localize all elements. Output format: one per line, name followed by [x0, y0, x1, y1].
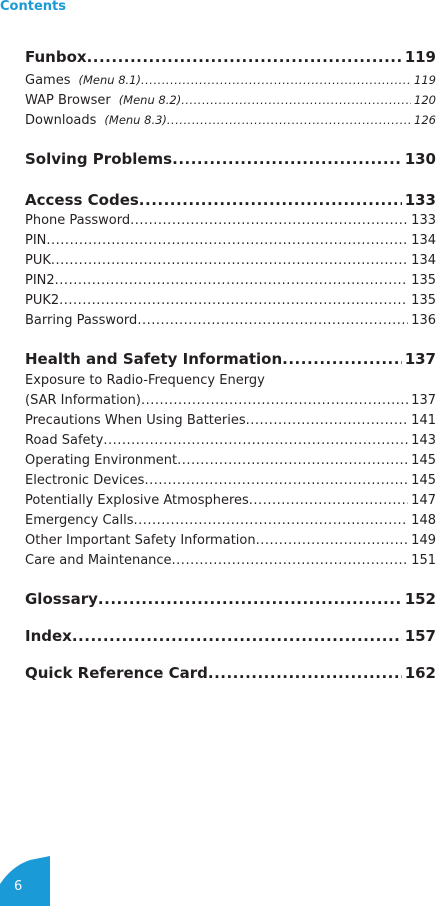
toc-heading [25, 664, 436, 682]
toc-page-number: 149 [411, 533, 436, 548]
toc-title: Games [25, 73, 71, 88]
toc-title: PIN2 [25, 273, 55, 288]
toc-entry [25, 113, 436, 128]
toc-leader-dots [130, 213, 408, 228]
toc-leader-dots [134, 513, 409, 528]
toc-title: (SAR Information) [25, 393, 141, 408]
toc-title: Access Codes [25, 191, 139, 209]
toc-leader-dots [55, 273, 409, 288]
toc-entry [25, 73, 436, 88]
toc-title: Precautions When Using Batteries [25, 413, 246, 428]
toc-entry [25, 493, 436, 508]
toc-page-number: 162 [404, 664, 436, 682]
toc-title: Downloads [25, 113, 97, 128]
toc-title: Barring Password [25, 313, 138, 328]
toc-heading [25, 150, 436, 168]
toc-page-number: 151 [411, 553, 436, 568]
toc-leader-dots [167, 113, 411, 127]
toc-page-number: 137 [411, 393, 436, 408]
toc-leader-dots [103, 433, 408, 448]
toc-leader-dots [137, 313, 408, 328]
toc-entry [25, 453, 436, 468]
toc-entry [25, 373, 436, 388]
toc-entry [25, 93, 436, 108]
toc-page-number: 134 [411, 253, 436, 268]
toc-leader-dots [246, 413, 409, 428]
toc-title: Exposure to Radio-Frequency Energy [25, 373, 265, 388]
toc-leader-dots [51, 253, 408, 268]
toc-entry [25, 473, 436, 488]
toc-page-number: 135 [411, 293, 436, 308]
toc-entry [25, 433, 436, 448]
toc-entry [25, 393, 436, 408]
toc-page-number: 126 [414, 113, 436, 127]
toc-page-number: 120 [414, 93, 436, 107]
toc-title: PIN [25, 233, 47, 248]
toc-leader-dots [87, 48, 402, 66]
toc-heading [25, 350, 436, 368]
toc-heading [25, 191, 436, 209]
toc-leader-dots [177, 453, 408, 468]
toc-page-number: 119 [404, 48, 436, 66]
toc-entry [25, 213, 436, 228]
toc-entry [25, 233, 436, 248]
toc-entry [25, 413, 436, 428]
toc-entry [25, 253, 436, 268]
toc-heading [25, 627, 436, 645]
toc-leader-dots [72, 627, 402, 645]
toc-menu-ref: (Menu 8.2) [118, 93, 182, 107]
toc-entry [25, 313, 436, 328]
toc-leader-dots [181, 93, 411, 107]
toc-title: Road Safety [25, 433, 104, 448]
toc-page-number: 147 [411, 493, 436, 508]
toc-entry [25, 513, 436, 528]
toc-page-number: 145 [411, 453, 436, 468]
toc-title: Solving Problems [25, 150, 173, 168]
page-number-tab [0, 856, 50, 906]
toc-leader-dots [141, 393, 408, 408]
toc-page-number: 148 [411, 513, 436, 528]
toc-page-number: 130 [404, 150, 436, 168]
toc-title: Glossary [25, 590, 98, 608]
toc-title: Care and Maintenance [25, 553, 172, 568]
toc-heading [25, 48, 436, 66]
toc-title: Operating Environment [25, 453, 178, 468]
toc-entry [25, 273, 436, 288]
toc-page-number: 133 [404, 191, 436, 209]
toc-title: Emergency Calls [25, 513, 134, 528]
toc-page-number: 143 [411, 433, 436, 448]
toc-page-number: 134 [411, 233, 436, 248]
toc-title: Phone Password [25, 213, 131, 228]
toc-page-number: 133 [411, 213, 436, 228]
toc-entry [25, 553, 436, 568]
toc-leader-dots [208, 664, 402, 682]
toc-leader-dots [46, 233, 408, 248]
toc-entry [25, 533, 436, 548]
toc-leader-dots [172, 553, 409, 568]
toc-leader-dots [282, 350, 402, 368]
toc-leader-dots [59, 293, 408, 308]
toc-leader-dots [98, 590, 402, 608]
toc-title: PUK [25, 253, 51, 268]
toc-page-number: 136 [411, 313, 436, 328]
toc-title: PUK2 [25, 293, 60, 308]
toc-page-number: 145 [411, 473, 436, 488]
toc-title: Other Important Safety Information [25, 533, 256, 548]
toc-leader-dots [139, 191, 402, 209]
toc-menu-ref: (Menu 8.1) [78, 73, 141, 87]
toc-leader-dots [144, 473, 408, 488]
page-number: 6 [14, 879, 23, 894]
toc-page-number: 119 [414, 73, 436, 87]
toc-heading [25, 590, 436, 608]
toc-leader-dots [141, 73, 411, 87]
toc-page-number: 157 [404, 627, 436, 645]
toc-entry [25, 293, 436, 308]
toc-page-number: 152 [404, 590, 436, 608]
toc-title: Potentially Explosive Atmospheres [25, 493, 249, 508]
toc-title: Index [25, 627, 72, 645]
toc-leader-dots [249, 493, 408, 508]
toc-page-number: 141 [411, 413, 436, 428]
toc-title: Electronic Devices [25, 473, 145, 488]
toc-title: Funbox [25, 48, 87, 66]
page-header: Contents [0, 0, 66, 14]
toc-title: WAP Browser [25, 93, 111, 108]
toc-page-number: 137 [404, 350, 436, 368]
toc-leader-dots [172, 150, 402, 168]
toc-menu-ref: (Menu 8.3) [104, 113, 167, 127]
toc-leader-dots [256, 533, 409, 548]
page-tab-shape [0, 856, 50, 906]
toc-title: Health and Safety Information [25, 350, 283, 368]
toc-page-number: 135 [411, 273, 436, 288]
toc-title: Quick Reference Card [25, 664, 208, 682]
